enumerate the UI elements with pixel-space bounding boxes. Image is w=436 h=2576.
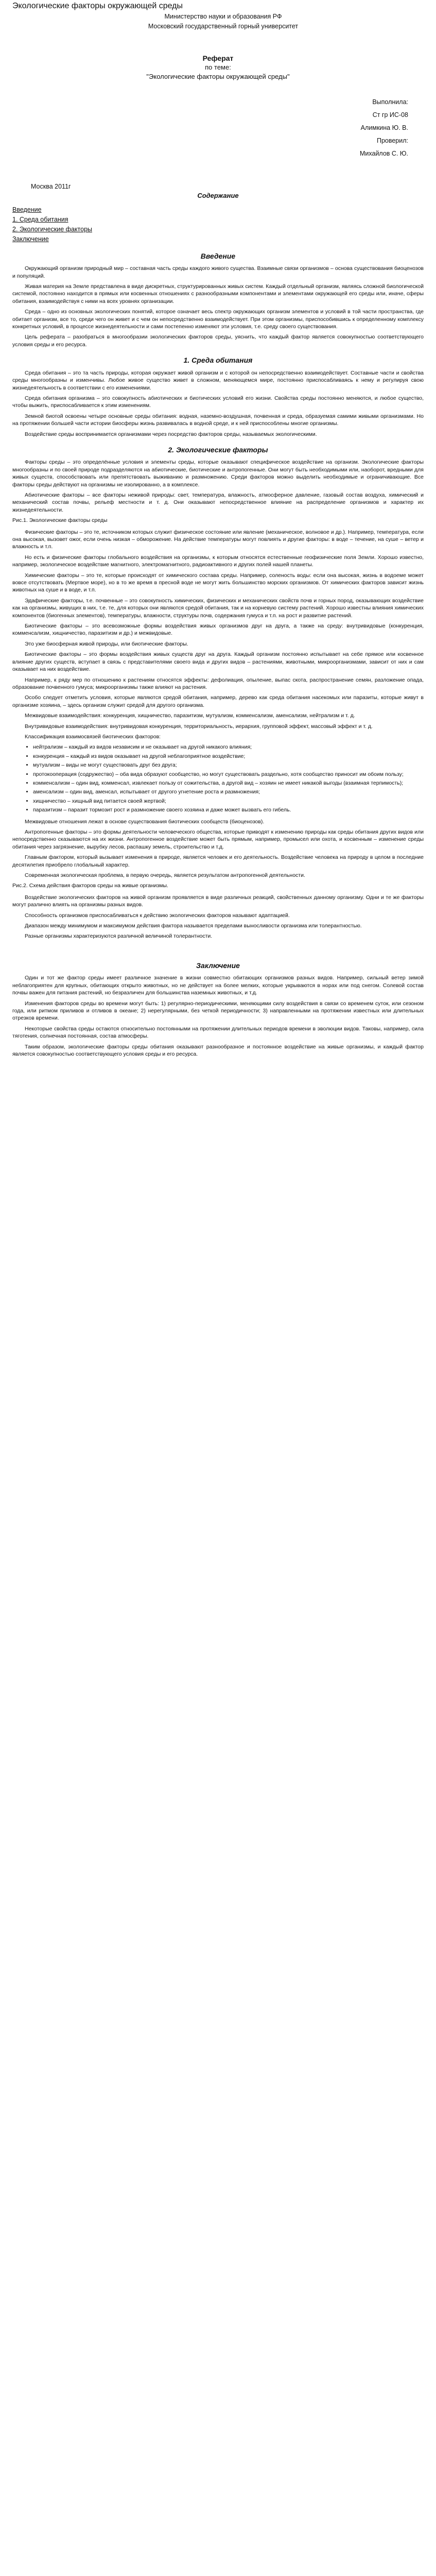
student-name: Алимкина Ю. В. (360, 124, 408, 131)
list-item: • конкуренция – каждый из видов оказывает на другой неблагоприятное воздействие; (33, 753, 424, 760)
toc-link-section1[interactable]: 1. Среда обитания (12, 215, 68, 223)
page-title: Экологические факторы окружающей среды (12, 2, 183, 10)
by-topic: по теме: (205, 63, 231, 71)
conclusion-body (12, 974, 424, 1058)
doc-type: Реферат (202, 54, 234, 62)
section2-paragraph: Но есть и физические факторы глобального воздействия на организмы, к которым относятся естественные геофизические поля Земли. Хорошо известно, например, экологическое воздействие магнитного, электромагнитного, радиоактивного и других полей нашей планеты. (12, 554, 424, 568)
list-item: • мутуализм – виды не могут существовать друг без друга; (33, 761, 424, 769)
student-group: Ст гр ИС-08 (372, 111, 408, 118)
section2-paragraph: Например, к ряду мер по отношению к растениям относятся эффекты: дефолиация, опыление, выпас скота, распространение семян, разложение опада, образование почвенного гумуса; микроорганизмы также влияют на растения. (12, 676, 424, 690)
section2-paragraph: Диапазон между минимумом и максимумом действия фактора называется пределами выносливости организма или толерантностью. (25, 923, 362, 929)
section1-paragraph: Среда обитания организма – это совокупность абиотических и биотических условий его жизни. Свойства среды постоянно меняются, и любое существо, чтобы выжить, приспосабливается к этим изменениям. (12, 395, 424, 409)
cover-title-block (12, 54, 424, 81)
section2-paragraph: Внутривидовые взаимодействия: внутривидовая конкуренция, территориальность, иерархия, групповой эффект, массовый эффект и т. д. (25, 723, 373, 730)
intro-paragraph: Окружающий организм природный мир – составная часть среды каждого живого существа. Взаимные связи организмов – основа существования биоценозов и популяций. (12, 265, 424, 279)
conclusion-heading: Заключение (196, 961, 240, 970)
list-item: • комменсализм – один вид, комменсал, извлекает пользу от сожительства, а другой вид – хозяин не имеет никакой выгоды (взаимная терпимость); (33, 779, 424, 787)
section2-heading: 2. Экологические факторы (168, 445, 268, 454)
intro-body (12, 265, 424, 348)
section2-paragraph: Факторы среды – это определённые условия и элементы среды, которые оказывают специфическое воздействие на организм. Экологические факторы многообразны и по своей природе подразделяются на абиотические, биотические и антропогенные. Они могут быть необходимыми или, наоборот, вредными для живых существ, способствовать или препятствовать выживанию и размножению. Среди факторов можно выделить необходимые и ограничивающие. Все факторы среды действуют на организмы не изолированно, а в комплексе. (12, 459, 424, 488)
section2-paragraph: Разные организмы характеризуются различной величиной толерантности. (25, 933, 213, 940)
section2-paragraph: Особо следует отметить условия, которые являются средой обитания, например, дерево как среда обитания насекомых или паразиты, которые живут в организме хозяина, – здесь организм служит средой для другого организма. (12, 694, 424, 708)
section2-body (12, 459, 424, 940)
section1-paragraph: Среда обитания – это та часть природы, которая окружает живой организм и с которой он непосредственно взаимодействует. Составные части и свойства среды многообразны и изменчивы. Любое живое существо живет в сложном, меняющемся мире, постоянно приспосабливаясь к нему и регулируя свою жизнедеятельность в соответствии с его изменениями. (12, 369, 424, 391)
interaction-list (33, 743, 424, 814)
intro-paragraph: Живая материя на Земле представлена в виде дискретных, структурированных живых систем. Каждый отдельный организм, являясь сложной биологической системой, постоянно находится в прямых или косвенных отношениях с разнообразными компонентами и элементами окружающей его среды или, иначе, сферы обитания, взаимодействуя с ними на всех уровнях организации. (12, 283, 424, 304)
performed-label: Выполнила: (372, 98, 408, 106)
conclusion-paragraph: Изменения факторов среды во времени могут быть: 1) регулярно-периодическими, меняющими силу воздействия в связи со временем суток, или сезоном года, или ритмом приливов и отливов в океане; 2) нерегулярными, без четкой периодичности; 3) направленными на протяжении известных или длительных отрезков времени. (12, 1000, 424, 1022)
section2-paragraph: Эдафические факторы, т.е. почвенные – это совокупность химических, физических и механических свойств почв и горных пород, оказывающих воздействие как на организмы, живущих в них, т.е. те, для которых они являются средой обитания, так и на корневую систему растений. Хорошо известны влияния химических компонентов (биогенных элементов), температуры, влажности, структуры почв, содержания гумуса и т.п. на рост и развитие растений. (12, 597, 424, 619)
city-year: Москва 2011г (31, 183, 71, 190)
section2-paragraph: Абиотические факторы – все факторы неживой природы: свет, температура, влажность, атмосферное давление, газовый состав воздуха, химический и механический состав почвы, рельеф местности и т. д. Они оказывают непосредственное влияние на распределение организмов и характер их жизнедеятельности. (12, 492, 424, 513)
topic: "Экологические факторы окружающей среды" (146, 73, 290, 80)
conclusion-paragraph: Один и тот же фактор среды имеет различное значение в жизни совместно обитающих организмов разных видов. Например, сильный ветер зимой неблагоприятен для крупных, обитающих открыто животных, но не действует на более мелких, которые укрываются в норах или под снегом. Солевой состав почвы важен для питания растений, но безразличен для большинства наземных животных, и т.д. (12, 975, 424, 996)
toc-link-conclusion[interactable]: Заключение (12, 235, 49, 243)
section2-paragraph: Главным фактором, который вызывает изменения в природе, является человек и его деятельность. Воздействие человека на природу в целом в последние десятилетия приобрело глобальный характер. (12, 854, 424, 868)
section2-paragraph: Физические факторы – это те, источником которых служит физическое состояние или явление (механическое, волновое и др.). Например, температура, если она высокая, вызовет ожог, если очень низкая – обморожение. На действие температуры могут повлиять и другие факторы: в воде – течение, на суше – ветер и влажность и т.п. (12, 529, 424, 550)
university-line: Московский государственный горный университет (148, 23, 299, 30)
section2-paragraph: Межвидовые взаимодействия: конкуренция, хищничество, паразитизм, мутуализм, комменсализм, аменсализм, нейтрализм и т. д. (25, 713, 355, 719)
toc-link-section2[interactable]: 2. Экологические факторы (12, 225, 93, 233)
list-item: • нейтрализм – каждый из видов независим и не оказывает на другой никакого влияния; (33, 743, 424, 751)
conclusion-paragraph: Таким образом, экологические факторы среды обитания оказывают разнообразное и постоянное воздействие на живые организмы, и каждый фактор является совокупностью соответствующего условия среды и его ресурса. (12, 1043, 424, 1057)
section2-paragraph: Воздействие экологических факторов на живой организм проявляется в виде различных реакций, свойственных данному организму. Одни и те же факторы могут различно влиять на организмы разных видов. (12, 894, 424, 908)
author-block (12, 96, 424, 160)
list-item: • протокооперация (содружество) – оба вида образуют сообщество, но могут существовать раздельно, хотя сообщество приносит им обоим пользу; (33, 771, 424, 778)
conclusion-paragraph: Некоторые свойства среды остаются относительно постоянными на протяжении длительных периодов времени в эволюции видов. Таковы, например, сила тяготения, солнечная постоянная, состав атмосферы. (12, 1025, 424, 1040)
section2-paragraph: Это уже биосферная живой природы, или биотические факторы. (25, 640, 188, 647)
section1-heading: 1. Среда обитания (183, 356, 253, 365)
toc-link-intro[interactable]: Введение (12, 206, 42, 213)
list-item: • аменсализм – один вид, аменсал, испытывает от другого угнетение роста и размножения; (33, 788, 424, 795)
section1-paragraph: Воздействие среды воспринимается организмами через посредство факторов среды, называемых экологическими. (25, 431, 317, 437)
intro-paragraph: Цель реферата – разобраться в многообразии экологических факторов среды, уяснить, что каждый фактор является совокупностью соответствующего условия среды и его ресурса. (12, 334, 424, 348)
contents-title: Содержание (197, 192, 239, 200)
intro-heading: Введение (200, 251, 236, 260)
intro-paragraph: Среда – одно из основных экологических понятий, которое означает весь спектр окружающих организм элементов и условий в той части пространства, где обитает организм, все то, среди чего он живет и с чем он непосредственно взаимодействует. При этом организмы, приспособившись к определенному комплексу конкретных условий, в процессе жизнедеятельности и сами постепенно изменяют эти условия, т.е. среду своего существования. (12, 309, 424, 330)
section2-paragraph: Биотические факторы – это формы воздействия живых существ друг на друга. Каждый организм постоянно испытывает на себе прямое или косвенное влияние других существ, вступает в связь с представителями своего вида и других видов – растениями, животными, микроорганизмами, зависит от них и сам оказывает на них воздействие. (12, 651, 424, 673)
list-item: • паразитизм – паразит тормозит рост и размножение своего хозяина и даже может вызвать его гибель. (33, 806, 424, 814)
section1-body (12, 369, 424, 438)
bullets-intro: Классификация взаимосвязей биотических факторов: (25, 733, 161, 740)
spacer (12, 943, 424, 954)
section2-paragraph: Биотические факторы – это всевозможные формы воздействия живых организмов друг на друга, а также на среду: внутривидовые (конкуренция, комменсализм, хищничество, паразитизм и др.) и межвидовые. (12, 623, 424, 637)
figure-caption-1: Рис.1. Экологические факторы среды (12, 517, 108, 524)
section2-paragraph: Межвидовые отношения лежат в основе существования биотических сообществ (биоценозов). (25, 818, 265, 825)
ministry-line: Министерство науки и образования РФ (164, 13, 282, 20)
list-item: • хищничество – хищный вид питается своей жертвой; (33, 798, 424, 805)
section2-paragraph: Современная экологическая проблема, в первую очередь, является результатом антропогенной деятельности. (25, 872, 305, 879)
teacher-name: Михайлов С. Ю. (359, 150, 408, 157)
figure-caption-2: Рис.2. Схема действия факторов среды на живые организмы. (12, 883, 168, 889)
section2-paragraph: Химические факторы – это те, которые происходят от химического состава среды. Например, соленость воды: если она высокая, жизнь в водоеме может вовсе отсутствовать (Мертвое море), но в то же время в пресной воде не могут жить большинство морских организмов. От химических факторов зависит жизнь животных на суше и в воде, и т.п. (12, 572, 424, 594)
table-of-contents (12, 205, 424, 244)
section2-paragraph: Антропогенные факторы – это формы деятельности человеческого общества, которые приводят к изменению природы как среды обитания других видов или непосредственно сказываются на их жизни. Антропогенное воздействие может быть прямым, например, промысел или охота, и косвенным – изменение среды обитания через загрязнение, вырубку лесов, распашку земель, строительство и т.д. (12, 829, 424, 850)
section1-paragraph: Земной биотой освоены четыре основные среды обитания: водная, наземно-воздушная, почвенная и среда, образуемая самими живыми организмами. Но на протяжении большей части истории биосферы жизнь развивалась в водной среде, и к ней приспособлены многие организмы. (12, 413, 424, 427)
section2-paragraph: Способность организмов приспосабливаться к действию экологических факторов называют адаптацией. (25, 912, 290, 919)
checked-label: Проверил: (376, 137, 408, 144)
